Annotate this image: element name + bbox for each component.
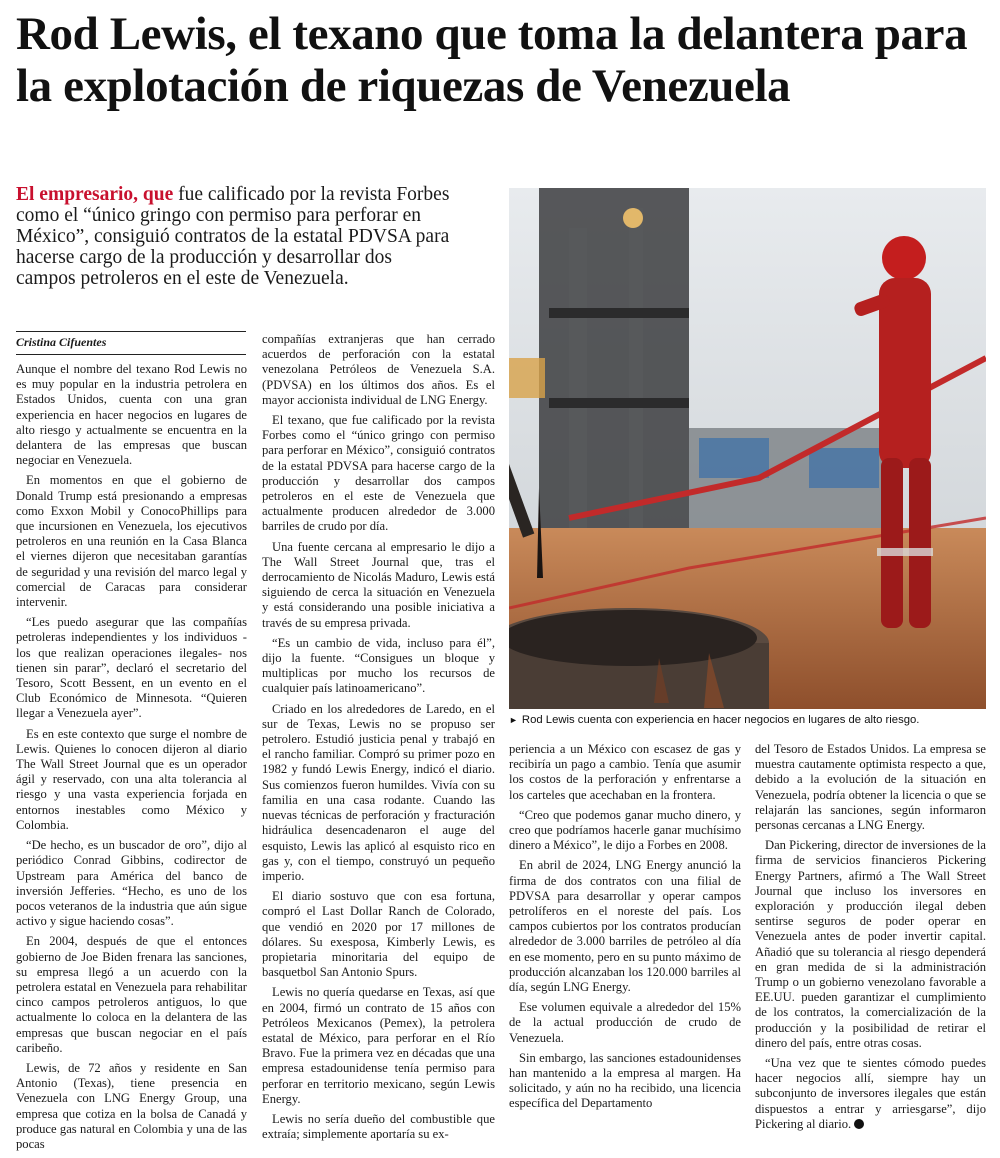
deck [16, 184, 456, 289]
deck-lead: El empresario, que [16, 184, 174, 205]
paragraph: Dan Pickering, director de inversiones de la firma de servicios financieros Pickering Energy Partners, afirmó a The Wall Street Journal que incluso los inversores en exploración y producción ilegal deben sentirse seguros de poder operar en Venezuela antes de poder invertir capital. Añadió que su tolerancia al riesgo dependerá en gran medida de si la administración Trump o un gobierno venezolano favorable a EE.UU. pueden garantizar el cumplimiento de los contratos, la comercialización de la producción y la posibilidad de retirar el dinero del país, entre otras cosas. [755, 838, 986, 1050]
headline: Rod Lewis, el texano que toma la delantera para la explotación de riquezas de Venezuela [16, 8, 968, 112]
paragraph: compañías extranjeras que han cerrado acuerdos de perforación con la estatal venezolana Petróleos de Venezuela S.A. (PDVSA) en los últimos dos años. Es el mayor accionista individual de LNG Energy. [262, 332, 495, 407]
paragraph: En 2004, después de que el entonces gobierno de Joe Biden frenara las sanciones, su empresa llegó a un acuerdo con la petrolera estatal en Venezuela para rehabilitar cinco campos petroleros antiguos, lo que actualmente lo coloca en la delantera de las empresas que buscan negociar en el país caribeño. [16, 934, 247, 1055]
paragraph: Criado en los alrededores de Laredo, en el sur de Texas, Lewis no se propuso ser petrolero. Estudió justicia penal y trabajó en el rancho familiar. Compró su primer pozo en 1982 y fundó Lewis Energy, indicó el diario. Sus comienzos fueron humildes. Vivía con su familia en una casa rodante. Cuando las nuevas técnicas de perforación y fracturación hidráulica desencadenaron el auge del esquisto, Lewis las aplicó al esquisto rico en gas y, con el tiempo, construyó un pequeño imperio. [262, 701, 495, 883]
paragraph [755, 1056, 986, 1132]
triangle-right-icon: ► [509, 715, 518, 725]
paragraph: periencia a un México con escasez de gas y recibiría un pago a cambio. Tenía que asumir los costos de la perforación y enfrentarse a los carteles que acechaban en la frontera. [509, 742, 741, 802]
photo-caption [509, 713, 986, 727]
paragraph: Aunque el nombre del texano Rod Lewis no es muy popular en la industria petrolera en Estados Unidos, cuenta con una gran experiencia en hacer negocios en lugares de alto riesgo y actualmente se encuentra en la delantera de las empresas que buscan negociar en Venezuela. [16, 362, 247, 468]
paragraph: El texano, que fue calificado por la revista Forbes como el “único gringo con permiso para perforar en México”, consiguió contratos de la estatal PDVSA para hacerse cargo de la producción y desarrollar dos campos petroleros en el este de Venezuela que actualmente producen alrededor de 3.000 barriles de crudo por día. [262, 413, 495, 534]
paragraph: del Tesoro de Estados Unidos. La empresa se muestra cautamente optimista respecto a que, debido a la evolución de la situación en Venezuela, podría obtener la licencia o que se relajarán las sanciones, según informaron personas cercanas a LNG Energy. [755, 742, 986, 833]
article-column-2 [262, 332, 495, 1147]
paragraph: En abril de 2024, LNG Energy anunció la firma de dos contratos con una filial de PDVSA para desarrollar y operar campos petrolíferos en el noreste del país. Los campos cubiertos por los contratos producían alrededor de 3.000 barriles de petróleo al día en ese momento, pero en su punto máximo de producción alcanzaban los 120.000 barriles al día, según LNG Energy. [509, 858, 741, 995]
paragraph: En momentos en que el gobierno de Donald Trump está presionando a empresas como Exxon Mobil y ConocoPhillips para que incursionen en Venezuela, los ejecutivos petroleros en una reunión en la Casa Blanca el viernes dijeron que necesitaban garantías de seguridad y una revisión del marco legal y comercial de Caracas para considerar intervenir. [16, 473, 247, 610]
paragraph: Es en este contexto que surge el nombre de Lewis. Quienes lo conocen dijeron al diario The Wall Street Journal que es un operador ágil y reservado, con una alta tolerancia al riesgo y una vasta experiencia forjada en entornos inestables como México y Colombia. [16, 726, 247, 832]
paragraph: Sin embargo, las sanciones estadounidenses han mantenido a la empresa al margen. Ha solicitado, y aún no ha recibido, una licencia específica del Departamento [509, 1050, 741, 1111]
byline: Cristina Cifuentes [16, 331, 246, 355]
paragraph: Una fuente cercana al empresario le dijo a The Wall Street Journal que, tras el derrocamiento de Nicolás Maduro, Lewis está siguiendo de cerca la situación en Venezuela y está considerando una posible iniciativa a través de su empresa privada. [262, 539, 495, 630]
caption-text: Rod Lewis cuenta con experiencia en hacer negocios en lugares de alto riesgo. [521, 714, 920, 726]
paragraph: El diario sostuvo que con esa fortuna, compró el Last Dollar Ranch de Colorado, que vendió en 2020 por 17 millones de dólares. Su exesposa, Kimberly Lewis, es propietaria minoritaria del equipo de basquetbol San Antonio Spurs. [262, 889, 495, 980]
deck-text: fue calificado por la revista Forbes como el “único gringo con permiso para perforar en México”, consiguió contratos de la estatal PDVSA para hacerse cargo de la producción y desarrollar dos campos petroleros en el este de Venezuela. [16, 184, 450, 289]
paragraph: “Creo que podemos ganar mucho dinero, y creo que podríamos hacerle ganar muchísimo dinero a México”, le dijo a Forbes en 2008. [509, 807, 741, 853]
paragraph: Lewis no quería quedarse en Texas, así que en 2004, firmó un contrato de 15 años con Petróleos Mexicanos (Pemex), la petrolera estatal de México, para perforar en el Río Bravo. Fue la primera vez en décadas que una empresa estadounidense tenía permiso para perforar en territorio mexicano, según Lewis Energy. [262, 985, 495, 1106]
paragraph: Ese volumen equivale a alrededor del 15% de la actual producción de crudo de Venezuela. [509, 1000, 741, 1045]
paragraph: “Es un cambio de vida, incluso para él”, dijo la fuente. “Consigues un bloque y multiplicas por mucho los recursos de cualquier país latinoamericano”. [262, 635, 495, 696]
paragraph: Lewis, de 72 años y residente en San Antonio (Texas), tiene presencia en Venezuela con LNG Energy Group, una empresa que cotiza en la bolsa de Canadá y produce gas natural en Colombia y una de las pocas [16, 1060, 247, 1151]
paragraph: “De hecho, es un buscador de oro”, dijo al periódico Conrad Gibbins, codirector de Upstream para América del banco de inversión Jefferies. “Hecho, es uno de los pocos veteranos de la industria que aún sigue activo y sigue haciendo cosas”. [16, 838, 247, 929]
oil-field-worker-icon [509, 188, 986, 709]
article-column-3 [509, 742, 741, 1117]
article-column-4 [755, 742, 986, 1137]
closing-paragraph-text: “Una vez que te sientes cómodo puedes hacer negocios allí, siempre hay un subconjunto de inversores ilegales que están dispuestos a entrar y arriesgarse”, dijo Pickering al diario. [755, 1056, 986, 1131]
paragraph: “Les puedo asegurar que las compañías petroleras independientes y los individuos -los que realizan operaciones ilegales- nos tienen sin parar”, declaró el secretario del Tesoro, Scott Bessent, en un evento en el Club Económico de Minnesota. “Quieren llegar a Venezuela ayer”. [16, 615, 247, 721]
oil-field-photo [509, 188, 986, 709]
paragraph: Lewis no sería dueño del combustible que extraía; simplemente aportaría su ex- [262, 1111, 495, 1142]
article-column-1 [16, 362, 247, 1157]
end-of-article-icon [854, 1119, 864, 1129]
